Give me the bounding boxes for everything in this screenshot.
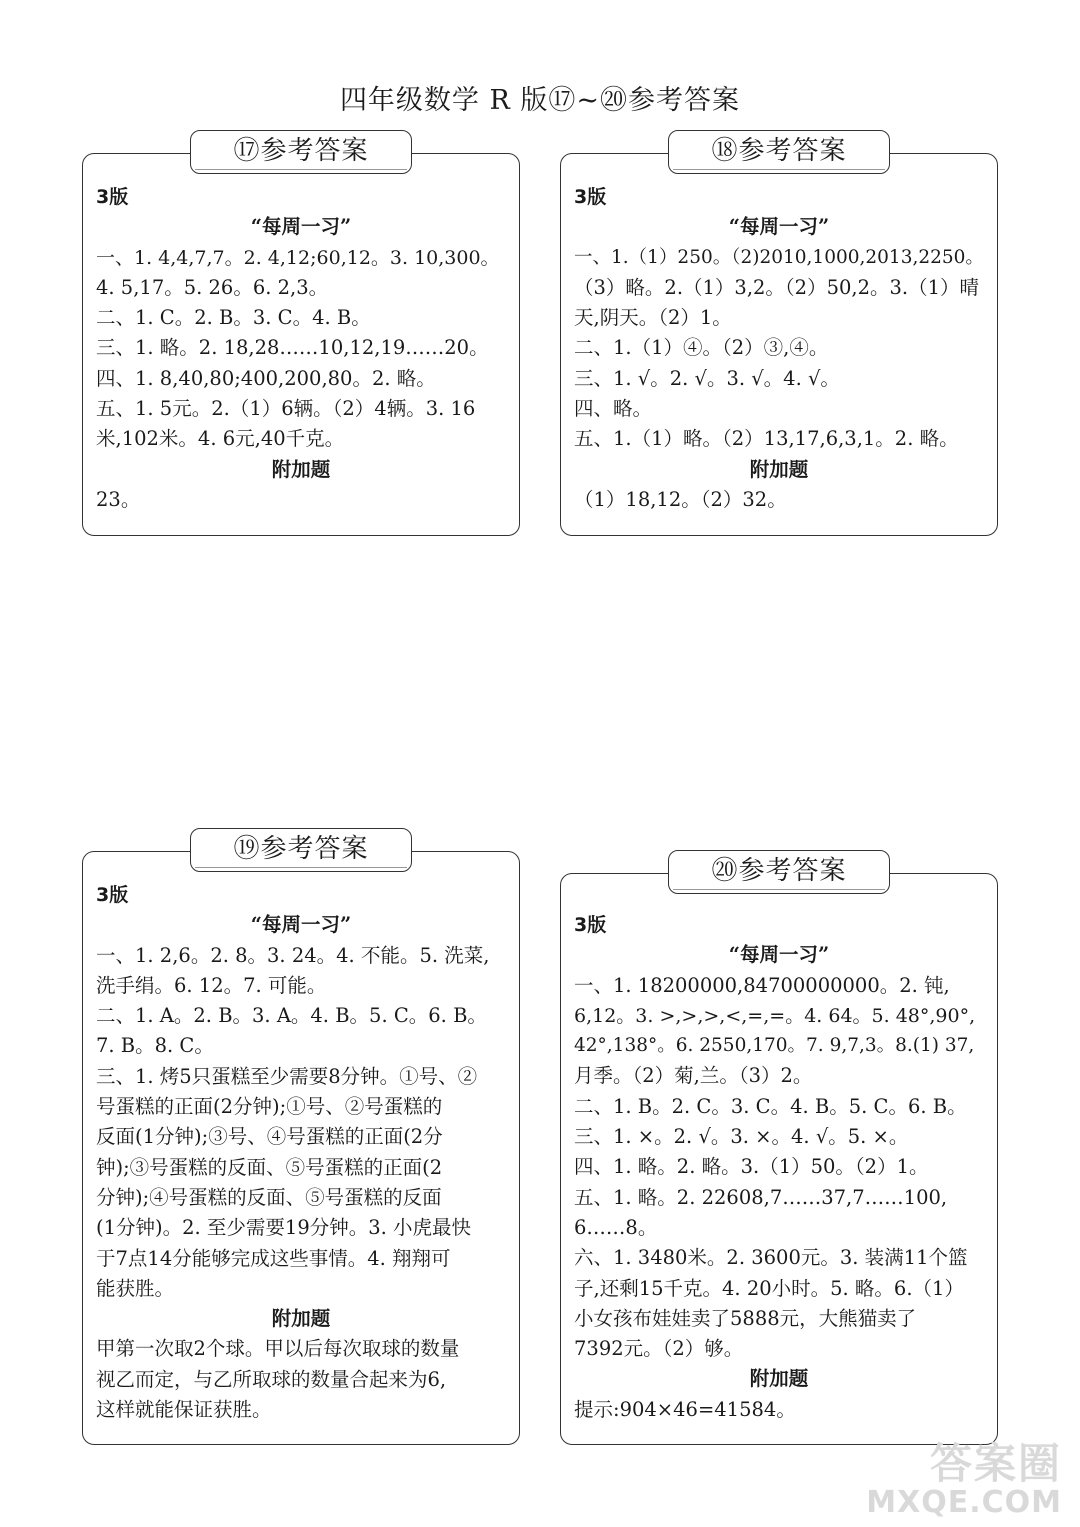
extra-title: 附加题 [271,1307,331,1331]
answer-line: (1分钟)。2. 至少需要19分钟。3. 小虎最快 [96,1216,472,1240]
answer-line: 四、1. 8,40,80;400,200,80。2. 略。 [96,366,436,390]
answer-line: 四、略。 [574,397,653,421]
answer-line: 二、1. C。2. B。3. C。4. B。 [96,306,371,330]
answer-line: （3）略。2.（1）3,2。（2）50,2。3.（1）晴 [574,275,980,299]
section-title: “每周一习” [250,215,352,239]
answer-line: 三、1. √。2. √。3. √。4. √。 [574,366,840,390]
answer-line: 一、1.（1）250。（2)2010,1000,2013,2250。 [574,246,984,268]
extra-line: 这样就能保证获胜。 [96,1398,272,1422]
answer-line: 二、1. A。2. B。3. A。4. B。5. C。6. B。 [96,1004,487,1028]
answer-panel-17 [82,153,520,536]
answer-line: 米,102米。4. 6元,40千克。 [96,427,345,451]
answer-line: 三、1. ×。2. √。3. ×。4. √。5. ×。 [574,1125,909,1149]
answer-line: 6……8。 [574,1215,658,1239]
answer-line: 洗手绢。6. 12。7. 可能。 [96,973,327,997]
extra-title: 附加题 [271,457,331,481]
answer-panel-20 [560,873,998,1445]
section-title: “每周一习” [728,215,830,239]
answer-line: 五、1. 5元。2.（1）6辆。（2）4辆。3. 16 [96,397,476,421]
answer-line: 反面(1分钟);③号、④号蛋糕的正面(2分 [96,1125,443,1149]
answer-line: 五、1.（1）略。（2）13,17,6,3,1。2. 略。 [574,427,959,451]
answer-line: 分钟);④号蛋糕的反面、⑤号蛋糕的反面 [96,1185,442,1209]
section-title: “每周一习” [728,943,830,967]
answer-line: 号蛋糕的正面(2分钟);①号、②号蛋糕的 [96,1095,443,1119]
answer-line: 6,12。3. >,>,>,<,=,=。4. 64。5. 48°,90°, [574,1004,976,1027]
extra-title: 附加题 [749,1367,809,1391]
watermark-logo: 答案圈 [929,1439,1062,1488]
answer-line: 三、1. 略。2. 18,28……10,12,19……20。 [96,336,489,360]
answer-line: 4. 5,17。5. 26。6. 2,3。 [96,275,329,299]
panel-tab-18: ⑱参考答案 [668,130,890,174]
answer-line: 四、1. 略。2. 略。3.（1）50。（2）1。 [574,1155,929,1179]
answer-line: 三、1. 烤5只蛋糕至少需要8分钟。①号、② [96,1064,478,1088]
extra-title: 附加题 [749,457,809,481]
answer-line: 钟);③号蛋糕的反面、⑤号蛋糕的正面(2 [96,1155,443,1179]
answer-line: 7. B。8. C。 [96,1034,214,1058]
answer-line: 二、1. B。2. C。3. C。4. B。5. C。6. B。 [574,1094,967,1118]
page-title: 四年级数学 R 版⑰~⑳参考答案 [339,85,741,116]
answer-line: 一、1. 4,4,7,7。2. 4,12;60,12。3. 10,300。 [96,246,500,269]
answer-line: 一、1. 18200000,84700000000。2. 钝, [574,973,950,997]
answer-panel-18 [560,153,998,536]
answer-line: 42°,138°。6. 2550,170。7. 9,7,3。8.(1) 37, [574,1035,975,1057]
watermark [866,1441,1062,1519]
answer-line: 二、1.（1）④。（2）③,④。 [574,336,829,360]
panel-tab-19: ⑲参考答案 [190,828,412,872]
edition-label: 3版 [574,186,607,208]
answer-line: 月季。（2）菊,兰。（3）2。 [574,1064,813,1088]
answer-line: 7392元。（2）够。 [574,1337,744,1361]
edition-label: 3版 [96,186,129,208]
answer-line: 天,阴天。（2）1。 [574,306,732,330]
answer-panel-19 [82,851,520,1445]
edition-label: 3版 [96,884,129,906]
section-title: “每周一习” [250,913,352,937]
answer-line: 能获胜。 [96,1276,175,1300]
extra-line: （1）18,12。（2）32。 [574,487,787,511]
answer-line: 五、1. 略。2. 22608,7……37,7……100, [574,1185,948,1209]
extra-line: 提示:904×46=41584。 [574,1397,796,1421]
panel-tab-20: ⑳参考答案 [668,850,890,894]
answer-line: 六、1. 3480米。2. 3600元。3. 装满11个篮 [574,1246,968,1270]
answer-line: 小女孩布娃娃卖了5888元，大熊猫卖了 [574,1306,917,1330]
extra-line: 视乙而定，与乙所取球的数量合起来为6, [96,1367,447,1391]
panel-tab-17: ⑰参考答案 [190,130,412,174]
extra-line: 甲第一次取2个球。甲以后每次取球的数量 [96,1337,460,1361]
extra-line: 23。 [96,487,141,511]
edition-label: 3版 [574,914,607,936]
answer-line: 子,还剩15千克。4. 20小时。5. 略。6.（1） [574,1276,964,1300]
watermark-url: MXQE.COM [866,1485,1062,1520]
answer-line: 于7点14分能够完成这些事情。4. 翔翔可 [96,1246,451,1270]
answer-line: 一、1. 2,6。2. 8。3. 24。4. 不能。5. 洗菜, [96,943,490,967]
